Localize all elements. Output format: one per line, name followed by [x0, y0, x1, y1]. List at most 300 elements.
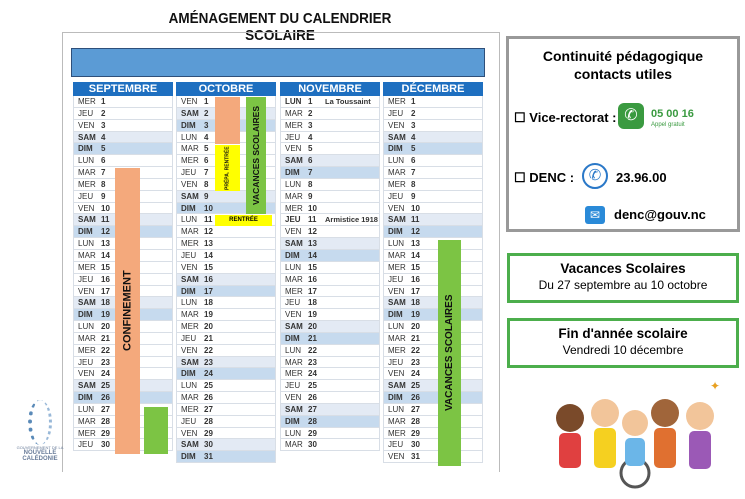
day-row — [280, 333, 380, 345]
day-row — [383, 416, 483, 428]
day-row — [176, 416, 276, 428]
weekday: JEU — [181, 416, 197, 426]
weekday: MER — [285, 369, 303, 379]
day-number: 24 — [411, 369, 420, 379]
day-row — [73, 155, 173, 167]
weekday: LUN — [388, 239, 405, 249]
weekday: VEN — [285, 144, 302, 154]
weekday: LUN — [285, 262, 302, 272]
weekday: MER — [388, 345, 406, 355]
day-number: 17 — [308, 286, 317, 296]
day-row — [383, 439, 483, 451]
denc-line — [514, 170, 574, 186]
weekday: SAM — [388, 132, 406, 142]
weekday: JEU — [78, 440, 94, 450]
day-number: 24 — [204, 369, 213, 379]
day-row — [280, 404, 380, 416]
weekday: JEU — [285, 215, 301, 225]
day-number: 2 — [308, 108, 313, 118]
weekday: MAR — [285, 191, 303, 201]
day-row — [280, 309, 380, 321]
day-number: 24 — [101, 369, 110, 379]
day-number: 14 — [101, 250, 110, 260]
logo-text-3: CALÉDONIE — [22, 456, 58, 462]
day-row — [280, 155, 380, 167]
weekday: DIM — [388, 144, 403, 154]
weekday: VEN — [285, 393, 302, 403]
weekday: DIM — [181, 286, 196, 296]
denc-label: DENC : — [529, 170, 575, 185]
day-number: 31 — [204, 452, 213, 462]
day-row — [280, 416, 380, 428]
day-row — [280, 108, 380, 120]
day-number: 20 — [411, 322, 420, 332]
day-row — [383, 286, 483, 298]
day-number: 6 — [101, 156, 106, 166]
weekday: VEN — [78, 286, 95, 296]
weekday: JEU — [181, 168, 197, 178]
weekday: VEN — [285, 310, 302, 320]
weekday: LUN — [78, 239, 95, 249]
day-row — [280, 238, 380, 250]
day-number: 27 — [308, 404, 317, 414]
day-row — [383, 321, 483, 333]
day-row — [383, 132, 483, 144]
holiday-note: Armistice 1918 — [325, 215, 378, 225]
day-number: 1 — [308, 97, 313, 106]
rentree-bar — [215, 215, 272, 226]
weekday: MAR — [181, 393, 199, 403]
day-number: 10 — [411, 203, 420, 213]
weekday: MER — [78, 97, 96, 106]
month-header: DÉCEMBRE — [383, 82, 483, 96]
vacances-label: VACANCES SCOLAIRES — [251, 105, 261, 206]
weekday: SAM — [78, 215, 96, 225]
vacances-title: Vacances Scolaires — [560, 261, 686, 276]
day-number: 30 — [101, 440, 110, 450]
vacances-oct-bar — [246, 97, 266, 214]
weekday: SAM — [78, 298, 96, 308]
day-number: 5 — [101, 144, 106, 154]
day-number: 15 — [204, 262, 213, 272]
day-number: 16 — [411, 274, 420, 284]
vice-rectorat-number[interactable]: 05 00 16 — [651, 108, 694, 120]
day-number: 22 — [308, 345, 317, 355]
weekday: LUN — [285, 428, 302, 438]
weekday: VEN — [388, 286, 405, 296]
weekday: MER — [388, 179, 406, 189]
green-phone-icon: ✆ — [618, 103, 644, 129]
denc-email[interactable]: denc@gouv.nc — [614, 207, 706, 222]
day-row — [383, 357, 483, 369]
weekday: MAR — [181, 227, 199, 237]
weekday: LUN — [78, 404, 95, 414]
day-row — [383, 108, 483, 120]
day-row — [383, 404, 483, 416]
month-header: SEPTEMBRE — [73, 82, 173, 96]
day-number: 29 — [411, 428, 420, 438]
day-number: 26 — [101, 393, 110, 403]
day-row — [280, 203, 380, 215]
day-row — [280, 428, 380, 440]
day-number: 23 — [411, 357, 420, 367]
day-row — [383, 392, 483, 404]
day-number: 17 — [204, 286, 213, 296]
weekday: MAR — [285, 357, 303, 367]
weekday: MER — [285, 286, 303, 296]
day-row — [73, 132, 173, 144]
weekday: MER — [181, 322, 199, 332]
denc-number[interactable]: 23.96.00 — [616, 170, 667, 185]
logo-text-1: GOUVERNEMENT DE LA — [16, 445, 64, 450]
day-number: 4 — [101, 132, 106, 142]
day-number: 4 — [204, 132, 209, 142]
day-number: 25 — [411, 381, 420, 391]
day-number: 19 — [308, 310, 317, 320]
weekday: DIM — [181, 369, 196, 379]
weekday: SAM — [181, 357, 199, 367]
day-row — [176, 238, 276, 250]
weekday: MAR — [388, 416, 406, 426]
checkbox-icon: ☐ — [514, 170, 526, 185]
day-row — [176, 262, 276, 274]
day-row — [176, 250, 276, 262]
day-number: 30 — [204, 440, 213, 450]
weekday: DIM — [388, 310, 403, 320]
day-row — [280, 392, 380, 404]
day-row — [280, 179, 380, 191]
weekday: LUN — [181, 298, 198, 308]
month-3 — [383, 82, 483, 463]
day-number: 19 — [101, 310, 110, 320]
weekday: VEN — [388, 120, 405, 130]
weekday: DIM — [78, 393, 93, 403]
day-number: 22 — [411, 345, 420, 355]
day-number: 18 — [204, 298, 213, 308]
day-row — [280, 380, 380, 392]
day-number: 7 — [308, 168, 313, 178]
day-number: 10 — [101, 203, 110, 213]
weekday: MER — [388, 262, 406, 272]
weekday: MER — [388, 97, 406, 106]
calendar-banner — [71, 48, 485, 77]
day-number: 12 — [411, 227, 420, 237]
day-number: 14 — [204, 250, 213, 260]
day-row — [176, 321, 276, 333]
day-number: 23 — [101, 357, 110, 367]
day-number: 23 — [308, 357, 317, 367]
contacts-subtitle: contacts utiles — [573, 66, 673, 82]
day-row — [383, 167, 483, 179]
vacances-dec-bar — [438, 240, 461, 466]
weekday: JEU — [388, 191, 404, 201]
weekday: MAR — [78, 333, 96, 343]
day-row — [176, 368, 276, 380]
day-row — [383, 262, 483, 274]
day-number: 5 — [204, 144, 209, 154]
day-number: 26 — [411, 393, 420, 403]
logo-emblem — [28, 400, 52, 445]
day-number: 18 — [411, 298, 420, 308]
day-number: 9 — [204, 191, 209, 201]
day-number: 25 — [101, 381, 110, 391]
day-row — [176, 286, 276, 298]
day-number: 19 — [411, 310, 420, 320]
weekday: VEN — [285, 227, 302, 237]
day-number: 25 — [204, 381, 213, 391]
weekday: JEU — [78, 357, 94, 367]
day-number: 28 — [411, 416, 420, 426]
day-number: 9 — [101, 191, 106, 201]
weekday: DIM — [388, 227, 403, 237]
day-number: 31 — [411, 452, 420, 462]
weekday: MER — [181, 404, 199, 414]
day-number: 27 — [101, 404, 110, 414]
weekday: LUN — [388, 322, 405, 332]
day-number: 20 — [204, 322, 213, 332]
page-title: AMÉNAGEMENT DU CALENDRIER SCOLAIRE — [168, 10, 392, 44]
day-row — [383, 226, 483, 238]
day-number: 8 — [204, 179, 209, 189]
day-row — [280, 214, 380, 226]
weekday: VEN — [181, 262, 198, 272]
day-number: 13 — [101, 239, 110, 249]
day-number: 28 — [204, 416, 213, 426]
weekday: DIM — [78, 310, 93, 320]
day-number: 15 — [101, 262, 110, 272]
weekday: SAM — [285, 322, 303, 332]
weekday: JEU — [388, 440, 404, 450]
day-number: 6 — [411, 156, 416, 166]
weekday: LUN — [285, 97, 302, 106]
weekday: DIM — [285, 250, 300, 260]
weekday: LUN — [388, 156, 405, 166]
day-row — [280, 439, 380, 451]
weekday: MER — [78, 179, 96, 189]
day-row — [280, 357, 380, 369]
month-header: NOVEMBRE — [280, 82, 380, 96]
weekday: SAM — [285, 239, 303, 249]
day-number: 21 — [411, 333, 420, 343]
day-row — [280, 274, 380, 286]
children-illustration — [545, 378, 725, 493]
day-row — [280, 226, 380, 238]
day-row — [383, 451, 483, 463]
mail-icon: ✉ — [585, 206, 605, 224]
day-number: 2 — [204, 108, 209, 118]
day-row — [73, 143, 173, 155]
day-row — [176, 451, 276, 463]
weekday: JEU — [78, 108, 94, 118]
day-row — [176, 226, 276, 238]
day-number: 2 — [101, 108, 106, 118]
vacances-box — [507, 253, 739, 303]
day-row — [176, 297, 276, 309]
day-number: 3 — [308, 120, 313, 130]
weekday: JEU — [285, 132, 301, 142]
day-number: 28 — [101, 416, 110, 426]
weekday: LUN — [78, 322, 95, 332]
day-row — [73, 108, 173, 120]
weekday: MAR — [181, 310, 199, 320]
weekday: MAR — [285, 274, 303, 284]
day-row — [383, 214, 483, 226]
day-number: 22 — [204, 345, 213, 355]
weekday: MER — [78, 262, 96, 272]
day-number: 12 — [101, 227, 110, 237]
weekday: LUN — [388, 404, 405, 414]
day-number: 20 — [308, 322, 317, 332]
day-number: 24 — [308, 369, 317, 379]
weekday: JEU — [388, 357, 404, 367]
weekday: SAM — [78, 132, 96, 142]
day-row — [280, 250, 380, 262]
weekday: MAR — [78, 416, 96, 426]
day-row — [280, 132, 380, 144]
month-header: OCTOBRE — [176, 82, 276, 96]
day-row — [176, 333, 276, 345]
day-number: 21 — [101, 333, 110, 343]
oct-orange-bar — [215, 97, 240, 144]
day-row — [280, 368, 380, 380]
vacances-dates: Du 27 septembre au 10 octobre — [538, 278, 708, 292]
svg-text:✦: ✦ — [710, 379, 721, 393]
day-number: 10 — [308, 203, 317, 213]
day-number: 23 — [204, 357, 213, 367]
weekday: LUN — [285, 179, 302, 189]
day-number: 4 — [411, 132, 416, 142]
day-number: 7 — [411, 168, 416, 178]
weekday: DIM — [388, 393, 403, 403]
weekday: DIM — [285, 416, 300, 426]
weekday: VEN — [78, 369, 95, 379]
weekday: LUN — [285, 345, 302, 355]
day-number: 21 — [308, 333, 317, 343]
weekday: LUN — [181, 381, 198, 391]
weekday: DIM — [285, 333, 300, 343]
day-row — [280, 143, 380, 155]
day-number: 8 — [411, 179, 416, 189]
weekday: LUN — [181, 215, 198, 225]
day-number: 1 — [411, 97, 416, 106]
weekday: JEU — [181, 250, 197, 260]
day-row — [383, 250, 483, 262]
weekday: DIM — [181, 452, 196, 462]
day-row — [176, 428, 276, 440]
day-number: 11 — [308, 215, 317, 225]
weekday: MAR — [285, 440, 303, 450]
weekday: VEN — [388, 203, 405, 213]
weekday: MER — [181, 239, 199, 249]
weekday: SAM — [181, 191, 199, 201]
day-row — [176, 357, 276, 369]
vice-rectorat-label: Vice-rectorat : — [529, 110, 617, 125]
day-number: 9 — [308, 191, 313, 201]
day-number: 2 — [411, 108, 416, 118]
contacts-box — [506, 36, 740, 232]
vice-rectorat-line — [514, 110, 616, 126]
weekday: MAR — [78, 250, 96, 260]
day-row — [280, 297, 380, 309]
weekday: VEN — [181, 97, 198, 106]
day-number: 5 — [308, 144, 313, 154]
day-row — [383, 120, 483, 132]
weekday: JEU — [181, 333, 197, 343]
weekday: JEU — [388, 108, 404, 118]
weekday: VEN — [78, 203, 95, 213]
day-row — [383, 333, 483, 345]
weekday: SAM — [78, 381, 96, 391]
day-number: 14 — [308, 250, 317, 260]
day-number: 15 — [308, 262, 317, 272]
weekday: VEN — [388, 452, 405, 462]
day-number: 17 — [411, 286, 420, 296]
day-number: 13 — [204, 239, 213, 249]
day-number: 1 — [204, 97, 209, 106]
day-number: 8 — [308, 179, 313, 189]
logo — [14, 400, 66, 462]
day-row — [383, 297, 483, 309]
day-row — [176, 404, 276, 416]
day-number: 13 — [308, 239, 317, 249]
weekday: SAM — [388, 298, 406, 308]
day-number: 3 — [204, 120, 209, 130]
weekday: JEU — [285, 298, 301, 308]
contacts-title: Continuité pédagogique — [542, 48, 704, 64]
weekday: MER — [78, 428, 96, 438]
day-number: 7 — [204, 168, 209, 178]
vacances-label: VACANCES SCOLAIRES — [444, 294, 455, 412]
weekday: JEU — [285, 381, 301, 391]
weekday: SAM — [388, 215, 406, 225]
weekday: MAR — [285, 108, 303, 118]
day-number: 26 — [204, 393, 213, 403]
weekday: VEN — [181, 428, 198, 438]
weekday: MER — [285, 120, 303, 130]
day-number: 1 — [101, 97, 106, 106]
day-number: 6 — [308, 156, 313, 166]
prepa-label: PRÉPA. RENTRÉE — [224, 146, 231, 190]
day-row — [383, 345, 483, 357]
day-number: 12 — [308, 227, 317, 237]
weekday: VEN — [388, 369, 405, 379]
day-row — [280, 96, 380, 108]
weekday: DIM — [285, 168, 300, 178]
weekday: DIM — [78, 144, 93, 154]
month-2 — [280, 82, 380, 451]
day-row — [73, 96, 173, 108]
day-number: 20 — [101, 322, 110, 332]
day-row — [383, 143, 483, 155]
day-number: 26 — [308, 393, 317, 403]
weekday: MAR — [388, 333, 406, 343]
day-row — [176, 274, 276, 286]
day-number: 9 — [411, 191, 416, 201]
day-row — [280, 120, 380, 132]
confinement-label: CONFINEMENT — [121, 270, 134, 352]
day-number: 16 — [101, 274, 110, 284]
day-row — [383, 155, 483, 167]
fin-annee-title: Fin d'année scolaire — [558, 326, 688, 341]
day-row — [383, 179, 483, 191]
weekday: MER — [181, 156, 199, 166]
day-row — [383, 380, 483, 392]
day-row — [176, 309, 276, 321]
weekday: SAM — [285, 156, 303, 166]
checkbox-icon: ☐ — [514, 110, 526, 125]
weekday: VEN — [181, 179, 198, 189]
holiday-note: La Toussaint — [325, 97, 371, 106]
